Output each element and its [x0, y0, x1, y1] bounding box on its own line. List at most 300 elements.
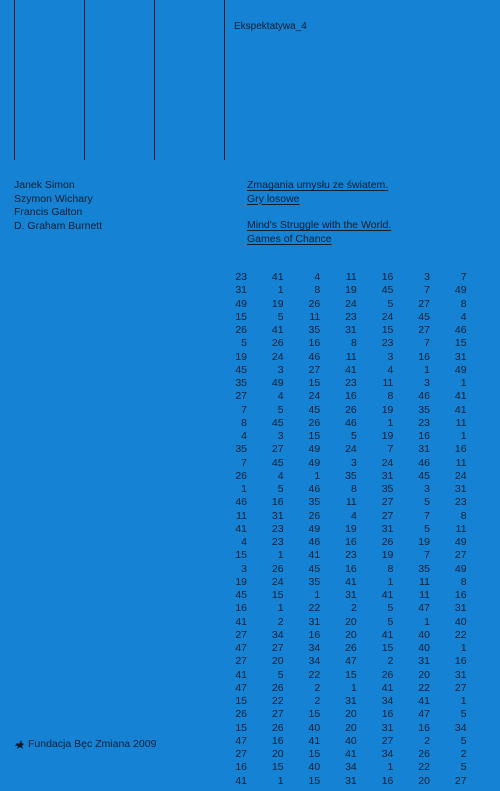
number-cell: 15	[381, 324, 394, 336]
number-cell: 31	[345, 589, 357, 601]
number-cell: 8	[387, 390, 394, 403]
number-row	[231, 708, 467, 721]
number-cell: 3	[424, 377, 430, 389]
number-cell: 15	[308, 774, 321, 787]
number-cell: 4	[460, 310, 467, 323]
number-cell: 40	[308, 721, 321, 734]
number-cell: 20	[345, 628, 357, 641]
number-row	[231, 602, 467, 615]
number-row	[231, 536, 467, 549]
number-cell: 26	[235, 469, 247, 482]
number-cell: 22	[308, 602, 321, 615]
number-cell: 11	[455, 522, 467, 535]
number-cell: 26	[271, 721, 284, 734]
number-cell: 34	[381, 748, 394, 760]
number-cell: 15	[308, 377, 321, 389]
number-cell: 49	[454, 562, 467, 575]
number-cell: 20	[345, 708, 357, 721]
number-cell: 11	[345, 271, 357, 283]
number-cell: 23	[454, 496, 467, 509]
number-cell: 23	[381, 337, 394, 350]
number-cell: 7	[424, 549, 430, 562]
number-cell: 8	[350, 337, 357, 350]
number-cell: 24	[454, 469, 467, 482]
number-cell: 27	[418, 297, 430, 310]
number-cell: 16	[345, 562, 357, 575]
number-cell: 19	[381, 430, 394, 442]
number-cell: 1	[424, 615, 430, 628]
number-cell: 5	[241, 337, 247, 350]
number-cell: 41	[345, 363, 357, 376]
number-cell: 2	[387, 655, 394, 668]
number-row	[231, 298, 467, 311]
number-row	[231, 722, 467, 735]
number-cell: 40	[345, 734, 357, 747]
number-cell: 16	[454, 443, 467, 456]
number-cell: 26	[308, 416, 321, 429]
number-cell: 3	[424, 271, 430, 283]
number-cell: 11	[345, 350, 357, 363]
number-cell: 11	[455, 456, 467, 469]
number-cell: 2	[424, 734, 430, 747]
rule-line-3	[154, 0, 155, 160]
number-cell: 40	[454, 615, 467, 628]
number-cell: 24	[271, 350, 284, 363]
number-cell: 27	[418, 324, 430, 336]
number-cell: 31	[454, 668, 467, 681]
number-cell: 46	[345, 416, 357, 429]
number-cell: 40	[418, 642, 430, 654]
number-cell: 26	[418, 748, 430, 760]
number-row	[231, 748, 467, 761]
number-cell: 26	[271, 337, 284, 350]
number-cell: 11	[419, 575, 430, 588]
number-row	[231, 510, 467, 523]
author-list	[14, 179, 102, 233]
number-cell: 46	[308, 483, 321, 495]
number-cell: 19	[235, 575, 247, 588]
number-cell: 35	[235, 443, 247, 456]
number-cell: 19	[418, 536, 430, 548]
number-cell: 49	[308, 522, 321, 535]
number-cell: 27	[235, 655, 247, 668]
number-cell: 31	[381, 469, 394, 482]
number-cell: 11	[382, 377, 394, 389]
number-cell: 45	[381, 284, 394, 297]
number-cell: 47	[345, 655, 357, 668]
number-cell: 26	[308, 509, 321, 522]
number-cell: 16	[454, 589, 467, 601]
number-cell: 41	[308, 549, 321, 562]
number-cell: 24	[381, 310, 394, 323]
number-cell: 35	[308, 496, 321, 509]
number-cell: 19	[381, 549, 394, 562]
number-cell: 16	[345, 536, 357, 548]
number-cell: 8	[460, 509, 467, 522]
number-cell: 16	[454, 655, 467, 668]
number-cell: 4	[241, 430, 247, 442]
number-cell: 5	[350, 430, 357, 442]
number-cell: 5	[387, 615, 394, 628]
number-row	[231, 695, 467, 708]
number-cell: 4	[241, 536, 247, 548]
series-title: Ekspektatywa_4	[234, 21, 307, 32]
number-cell: 1	[277, 602, 284, 615]
number-cell: 7	[424, 509, 430, 522]
number-cell: 4	[277, 469, 284, 482]
author-name: Francis Galton	[14, 206, 83, 218]
number-cell: 1	[460, 377, 467, 389]
number-cell: 34	[454, 721, 467, 734]
number-cell: 1	[314, 589, 321, 601]
number-cell: 4	[314, 271, 321, 283]
number-cell: 15	[308, 708, 321, 721]
number-cell: 5	[277, 483, 284, 495]
number-cell: 5	[277, 668, 284, 681]
rule-line-2	[84, 0, 85, 160]
number-cell: 15	[308, 430, 321, 442]
number-cell: 5	[424, 522, 430, 535]
number-cell: 16	[418, 430, 430, 442]
number-cell: 8	[460, 297, 467, 310]
number-cell: 11	[455, 416, 467, 429]
random-number-grid	[231, 271, 467, 788]
number-cell: 16	[381, 774, 394, 787]
number-cell: 47	[235, 642, 247, 654]
number-cell: 40	[308, 761, 321, 774]
number-cell: 19	[381, 403, 394, 416]
number-cell: 1	[460, 430, 467, 442]
number-cell: 15	[235, 310, 247, 323]
number-row	[231, 443, 467, 456]
number-cell: 41	[345, 575, 357, 588]
number-cell: 27	[235, 390, 247, 403]
number-cell: 31	[381, 522, 394, 535]
number-row	[231, 483, 467, 496]
number-cell: 23	[345, 310, 357, 323]
number-cell: 35	[418, 562, 430, 575]
number-cell: 45	[308, 403, 321, 416]
number-cell: 20	[418, 668, 430, 681]
number-cell: 2	[314, 681, 321, 694]
number-row	[231, 457, 467, 470]
number-cell: 35	[235, 377, 247, 389]
number-cell: 45	[235, 589, 247, 601]
number-cell: 5	[277, 403, 284, 416]
number-cell: 8	[387, 562, 394, 575]
number-cell: 27	[271, 708, 284, 721]
number-row	[231, 589, 467, 602]
number-row	[231, 496, 467, 509]
number-row	[231, 311, 467, 324]
number-cell: 23	[271, 536, 284, 548]
number-cell: 4	[387, 363, 394, 376]
number-cell: 1	[314, 469, 321, 482]
number-cell: 1	[387, 761, 394, 774]
number-cell: 20	[345, 615, 357, 628]
number-cell: 49	[235, 297, 247, 310]
number-cell: 26	[345, 403, 357, 416]
number-cell: 1	[350, 681, 357, 694]
book-title	[247, 179, 391, 246]
title-polish-line: Gry losowe	[247, 192, 300, 205]
number-cell: 46	[454, 324, 467, 336]
number-cell: 8	[350, 483, 357, 495]
number-row	[231, 404, 467, 417]
number-cell: 41	[454, 390, 467, 403]
number-cell: 20	[271, 655, 284, 668]
number-row	[231, 669, 467, 682]
number-row	[231, 563, 467, 576]
number-cell: 35	[418, 403, 430, 416]
number-cell: 47	[418, 602, 430, 615]
number-cell: 34	[308, 655, 321, 668]
number-cell: 3	[241, 562, 247, 575]
number-row	[231, 324, 467, 337]
number-cell: 46	[418, 456, 430, 469]
number-cell: 19	[271, 297, 284, 310]
number-row	[231, 470, 467, 483]
rule-line-4	[224, 0, 225, 160]
number-cell: 24	[381, 456, 394, 469]
number-cell: 16	[271, 734, 284, 747]
number-row	[231, 364, 467, 377]
number-cell: 19	[345, 522, 357, 535]
number-cell: 27	[271, 443, 284, 456]
number-cell: 49	[308, 456, 321, 469]
number-cell: 8	[241, 416, 247, 429]
number-cell: 31	[418, 655, 430, 668]
number-cell: 35	[345, 469, 357, 482]
number-cell: 27	[308, 363, 321, 376]
number-cell: 16	[308, 337, 321, 350]
number-cell: 49	[308, 443, 321, 456]
number-cell: 31	[345, 695, 357, 707]
number-cell: 4	[350, 509, 357, 522]
number-cell: 8	[314, 284, 321, 297]
number-row	[231, 576, 467, 589]
number-cell: 27	[381, 509, 394, 522]
number-row	[231, 629, 467, 642]
number-cell: 27	[235, 748, 247, 760]
number-cell: 22	[418, 681, 430, 694]
number-cell: 1	[460, 642, 467, 654]
number-cell: 11	[309, 310, 321, 323]
number-cell: 26	[308, 297, 321, 310]
number-cell: 15	[235, 695, 247, 707]
number-cell: 22	[271, 695, 284, 707]
number-cell: 27	[235, 628, 247, 641]
number-cell: 27	[381, 734, 394, 747]
number-cell: 27	[454, 549, 467, 562]
number-cell: 15	[454, 337, 467, 350]
number-cell: 16	[308, 628, 321, 641]
number-cell: 47	[235, 734, 247, 747]
number-cell: 41	[418, 695, 430, 707]
publisher-name: Fundacja Bęc Zmiana 2009	[28, 738, 157, 750]
number-cell: 5	[460, 708, 467, 721]
number-cell: 16	[381, 271, 394, 283]
number-cell: 7	[424, 337, 430, 350]
number-cell: 4	[277, 390, 284, 403]
number-cell: 7	[241, 403, 247, 416]
number-cell: 2	[314, 695, 321, 707]
number-row	[231, 549, 467, 562]
number-cell: 11	[236, 509, 247, 522]
number-cell: 20	[345, 721, 357, 734]
number-cell: 26	[381, 536, 394, 548]
number-cell: 24	[271, 575, 284, 588]
number-cell: 26	[381, 668, 394, 681]
number-cell: 8	[460, 575, 467, 588]
number-cell: 31	[345, 324, 357, 336]
number-cell: 41	[454, 403, 467, 416]
number-row	[231, 642, 467, 655]
number-cell: 31	[345, 774, 357, 787]
number-cell: 26	[271, 562, 284, 575]
number-cell: 23	[235, 271, 247, 283]
number-cell: 16	[418, 721, 430, 734]
number-cell: 3	[350, 456, 357, 469]
number-cell: 15	[271, 761, 284, 774]
number-cell: 45	[271, 456, 284, 469]
number-cell: 5	[387, 602, 394, 615]
number-cell: 22	[454, 628, 467, 641]
number-cell: 7	[387, 443, 394, 456]
number-cell: 15	[235, 549, 247, 562]
number-cell: 20	[418, 774, 430, 787]
number-cell: 45	[271, 416, 284, 429]
number-cell: 35	[308, 324, 321, 336]
number-cell: 41	[345, 748, 357, 760]
number-cell: 5	[387, 297, 394, 310]
number-cell: 41	[235, 615, 247, 628]
number-cell: 16	[381, 708, 394, 721]
number-cell: 16	[235, 761, 247, 774]
number-cell: 24	[345, 443, 357, 456]
rule-line-1	[14, 0, 15, 160]
number-cell: 15	[381, 642, 394, 654]
number-cell: 22	[308, 668, 321, 681]
number-cell: 19	[345, 284, 357, 297]
number-cell: 47	[235, 681, 247, 694]
number-row	[231, 284, 467, 297]
number-cell: 23	[418, 416, 430, 429]
number-cell: 41	[235, 522, 247, 535]
number-cell: 24	[308, 390, 321, 403]
number-cell: 16	[271, 496, 284, 509]
number-cell: 46	[418, 390, 430, 403]
number-row	[231, 761, 467, 774]
number-cell: 41	[271, 271, 284, 283]
number-cell: 35	[381, 483, 394, 495]
number-cell: 27	[454, 774, 467, 787]
number-cell: 34	[381, 695, 394, 707]
number-cell: 1	[277, 284, 284, 297]
number-cell: 40	[418, 628, 430, 641]
number-cell: 2	[277, 615, 284, 628]
number-row	[231, 655, 467, 668]
number-cell: 31	[235, 284, 247, 297]
number-cell: 26	[235, 324, 247, 336]
number-cell: 24	[345, 297, 357, 310]
number-cell: 41	[235, 774, 247, 787]
number-cell: 23	[345, 549, 357, 562]
number-cell: 7	[241, 456, 247, 469]
number-row	[231, 616, 467, 629]
number-cell: 15	[271, 589, 284, 601]
publisher-imprint	[14, 738, 156, 750]
number-row	[231, 735, 467, 748]
number-row	[231, 523, 467, 536]
number-cell: 46	[235, 496, 247, 509]
number-cell: 5	[424, 496, 430, 509]
author-name: D. Graham Burnett	[14, 219, 103, 232]
number-cell: 41	[381, 628, 394, 641]
number-row	[231, 430, 467, 443]
number-cell: 49	[454, 284, 467, 297]
number-cell: 45	[418, 310, 430, 323]
number-cell: 7	[460, 271, 467, 283]
number-cell: 3	[387, 350, 394, 363]
number-cell: 31	[271, 509, 284, 522]
number-row	[231, 417, 467, 430]
number-cell: 41	[381, 589, 394, 601]
number-cell: 1	[277, 549, 284, 562]
number-cell: 1	[387, 575, 394, 588]
number-cell: 3	[277, 363, 284, 376]
number-cell: 31	[308, 615, 321, 628]
number-cell: 23	[345, 377, 357, 389]
number-cell: 1	[277, 774, 284, 787]
number-cell: 31	[418, 443, 430, 456]
number-cell: 2	[460, 748, 467, 760]
number-cell: 34	[345, 761, 357, 774]
number-cell: 5	[277, 310, 284, 323]
number-cell: 19	[235, 350, 247, 363]
number-cell: 49	[454, 363, 467, 376]
author-name: Szymon Wichary	[14, 192, 93, 205]
number-cell: 16	[418, 350, 430, 363]
number-cell: 26	[345, 642, 357, 654]
number-cell: 1	[424, 363, 430, 376]
number-cell: 26	[271, 681, 284, 694]
number-cell: 2	[350, 602, 357, 615]
number-cell: 31	[381, 721, 394, 734]
number-cell: 35	[308, 575, 321, 588]
number-cell: 5	[460, 761, 467, 774]
number-cell: 27	[381, 496, 394, 509]
number-cell: 41	[308, 734, 321, 747]
number-cell: 46	[308, 536, 321, 548]
number-cell: 20	[271, 748, 284, 760]
number-cell: 31	[454, 483, 467, 495]
number-cell: 34	[271, 628, 284, 641]
bird-logo-icon	[14, 739, 25, 750]
number-cell: 15	[345, 668, 357, 681]
number-row	[231, 271, 467, 284]
number-cell: 27	[454, 681, 467, 694]
number-row	[231, 390, 467, 403]
number-cell: 45	[308, 562, 321, 575]
number-cell: 15	[235, 721, 247, 734]
number-cell: 41	[381, 681, 394, 694]
number-row	[231, 337, 467, 350]
number-cell: 11	[345, 496, 357, 509]
number-cell: 23	[271, 522, 284, 535]
number-cell: 7	[424, 284, 430, 297]
number-cell: 3	[277, 430, 284, 442]
